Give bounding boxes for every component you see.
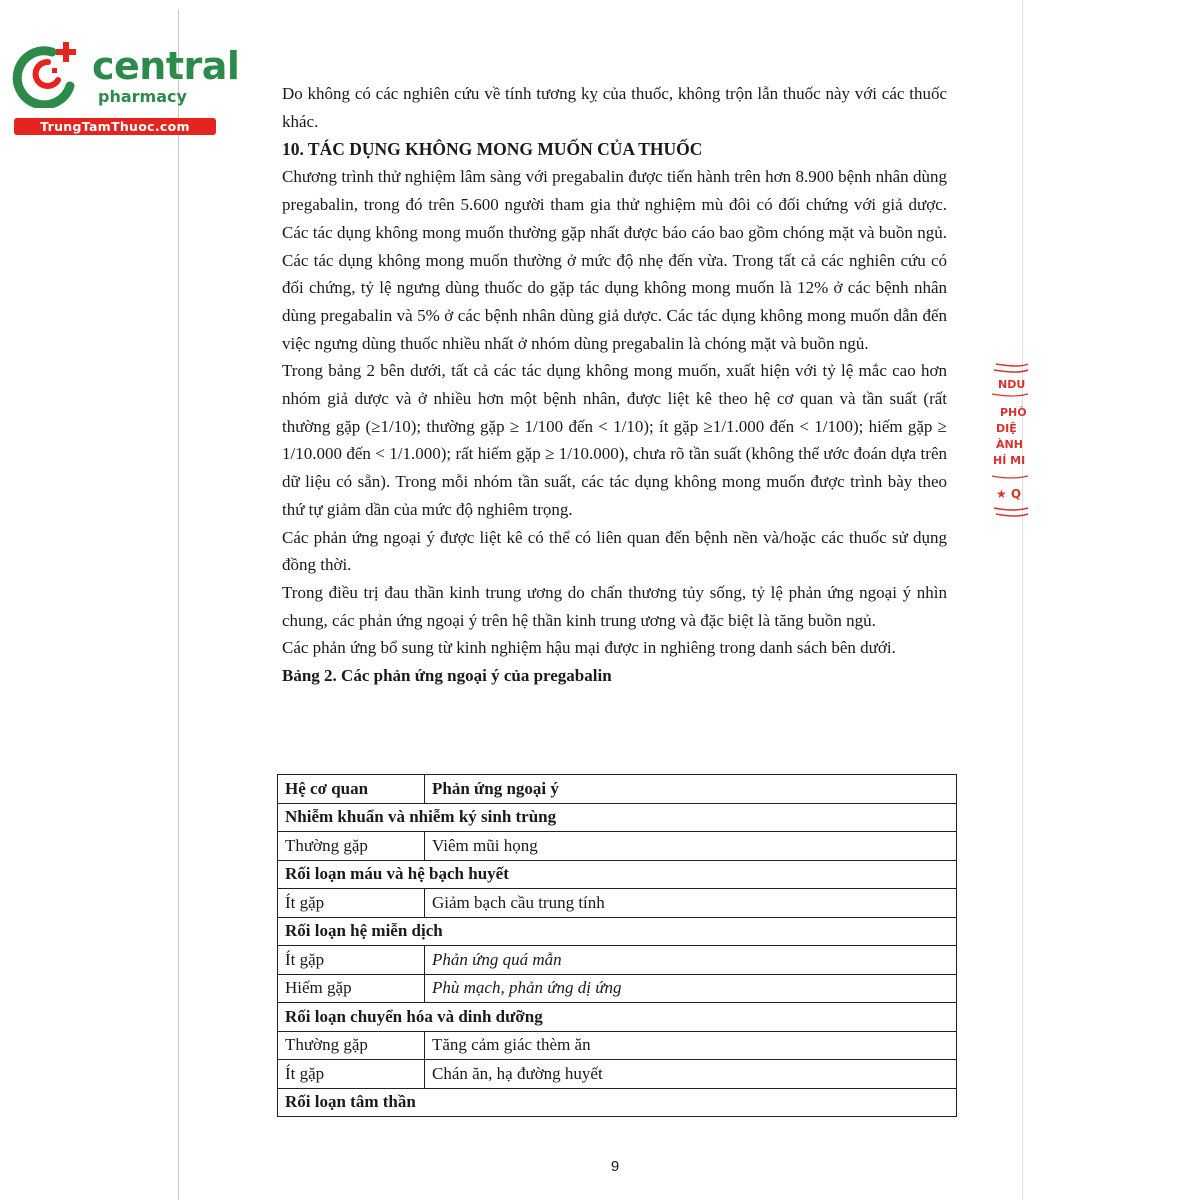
stamp-text-2: PHÒ [1000,406,1027,419]
stamp-text-4: ÀNH [996,438,1023,451]
frequency-cell: Ít gặp [278,946,425,975]
reaction-cell: Viêm mũi họng [425,832,957,861]
paragraph-clinical-program: Chương trình thử nghiệm lâm sàng với pregabalin được tiến hành trên hơn 8.900 bệnh nhân dùng pregabalin, trong đó trên 5.600 người tham gia thử nghiệm mù đôi có đối chứng với giả dược. Các tác dụng không mong muốn thường gặp nhất được báo cáo bao gồm chóng mặt và buồn ngủ. Các tác dụng không mong muốn thường ở mức độ nhẹ đến vừa. Trong tất cả các nghiên cứu có đối chứng, tỷ lệ ngưng dùng thuốc do gặp tác dụng không mong muốn là 12% ở các bệnh nhân dùng pregabalin và 5% ở các bệnh nhân dùng giả dược. Các tác dụng không mong muốn dẫn đến việc ngưng dùng thuốc nhiều nhất ở nhóm dùng pregabalin là chóng mặt và buồn ngủ. [282,167,947,353]
paragraph-frequency-definitions: Trong bảng 2 bên dưới, tất cả các tác dụng không mong muốn, xuất hiện với tỷ lệ mắc cao hơn nhóm giả dược và ở nhiều hơn một bệnh nhân, được liệt kê theo hệ cơ quan và tần suất (rất thường gặp (≥1/10); thường gặp ≥ 1/100 đến < 1/10); ít gặp ≥1/1.000 đến < 1/100); hiếm gặp ≥ 1/10.000 đến < 1/1.000); rất hiếm gặp ≥ 1/10.000), chưa rõ tần suất (không thể ước đoán dựa trên dữ liệu có sẵn). Trong mỗi nhóm tần suất, các tác dụng không mong muốn được trình bày theo thứ tự giảm dần của mức độ nghiêm trọng. [282,361,947,519]
table-row [278,832,957,861]
paragraph-postmarketing: Các phản ứng bổ sung từ kinh nghiệm hậu mại được in nghiêng trong danh sách bên dưới. [282,638,896,658]
table-row [278,1031,957,1060]
central-pharmacy-logo[interactable] [8,38,240,138]
reaction-cell: Chán ăn, hạ đường huyết [425,1060,957,1089]
red-stamp-fragment [990,360,1030,520]
logo-website-url[interactable]: TrungTamThuoc.com [14,118,216,135]
group-infections: Nhiễm khuẩn và nhiễm ký sinh trùng [278,803,957,832]
document-body [282,80,947,690]
table-row [278,946,957,975]
section-heading-adverse-effects: 10. TÁC DỤNG KHÔNG MONG MUỐN CỦA THUỐC [282,139,703,160]
reaction-cell: Tăng cảm giác thèm ăn [425,1031,957,1060]
adverse-reactions-table [277,774,957,1117]
table-group-row [278,1088,957,1117]
table-group-row [278,803,957,832]
header-adverse-reaction: Phản ứng ngoại ý [425,775,957,804]
table-row [278,889,957,918]
frequency-cell: Thường gặp [278,832,425,861]
logo-brand-name: central [92,44,240,88]
paragraph-incompatibility: Do không có các nghiên cứu về tính tương kỵ của thuốc, không trộn lẫn thuốc này với các thuốc khác. [282,84,947,131]
group-immune-system: Rối loạn hệ miễn dịch [278,917,957,946]
stamp-text-6: ★ Q [996,487,1022,501]
page-edge-left [178,10,179,1200]
table-row [278,974,957,1003]
pharmacy-cross-logo-icon [8,38,88,108]
reaction-cell: Giảm bạch cầu trung tính [425,889,957,918]
page-number: 9 [610,1158,620,1175]
frequency-cell: Hiếm gặp [278,974,425,1003]
stamp-text-1: NDU [998,378,1026,391]
table-header-row [278,775,957,804]
group-metabolism-nutrition: Rối loạn chuyển hóa và dinh dưỡng [278,1003,957,1032]
reaction-cell-postmarketing: Phản ứng quá mẫn [425,946,957,975]
group-psychiatric: Rối loạn tâm thần [278,1088,957,1117]
table-row [278,1060,957,1089]
frequency-cell: Ít gặp [278,1060,425,1089]
stamp-text-5: HÍ MI [993,454,1026,467]
table-group-row [278,860,957,889]
header-organ-system: Hệ cơ quan [278,775,425,804]
stamp-text-3: DIỆ [996,422,1017,435]
paragraph-spinal-cord-injury: Trong điều trị đau thần kinh trung ương do chấn thương tủy sống, tỷ lệ phản ứng ngoại ý nhìn chung, các phản ứng ngoại ý trên hệ thần kinh trung ương và đặc biệt là tăng buồn ngủ. [282,582,947,630]
table-group-row [278,917,957,946]
table-caption: Bảng 2. Các phản ứng ngoại ý của pregabalin [282,666,612,686]
group-blood-lymphatic: Rối loạn máu và hệ bạch huyết [278,860,957,889]
paragraph-underlying-disease: Các phản ứng ngoại ý được liệt kê có thể có liên quan đến bệnh nền và/hoặc các thuốc sử dụng đồng thời. [282,527,947,575]
table-group-row [278,1003,957,1032]
page-edge-right [1022,0,1023,1200]
logo-brand-subtitle: pharmacy [98,87,187,106]
frequency-cell: Thường gặp [278,1031,425,1060]
frequency-cell: Ít gặp [278,889,425,918]
reaction-cell-postmarketing: Phù mạch, phản ứng dị ứng [425,974,957,1003]
